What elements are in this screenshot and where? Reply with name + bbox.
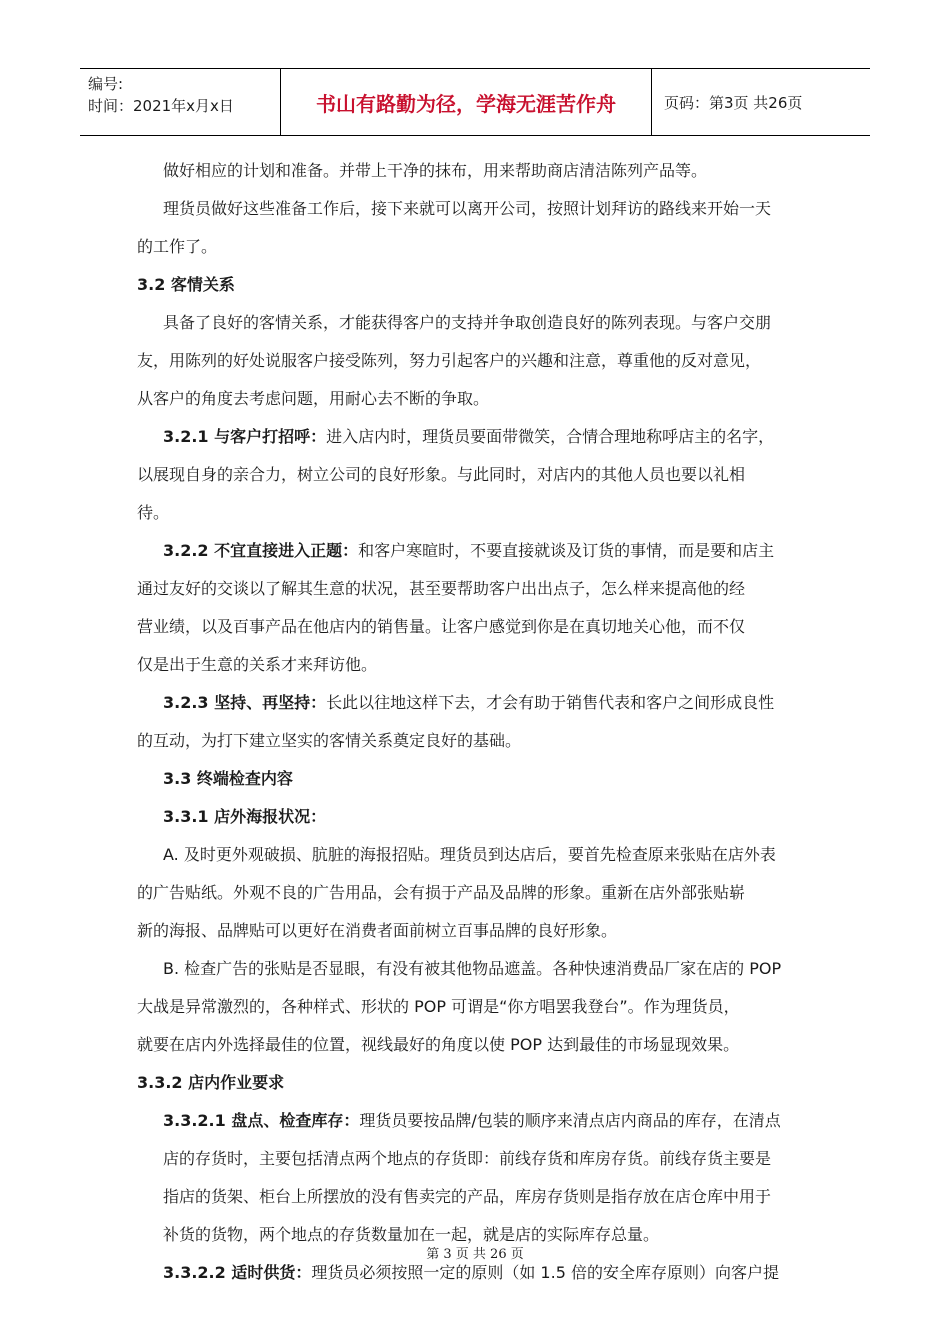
body-line [137,418,812,456]
paragraph-text: 友，用陈列的好处说服客户接受陈列，努力引起客户的兴趣和注意，尊重他的反对意见， [137,351,762,370]
body-line [137,988,812,1026]
body-line [137,608,812,646]
paragraph-text: 以展现自身的亲合力，树立公司的良好形象。与此同时，对店内的其他人员也要以礼相 [137,465,746,484]
paragraph-text: 具备了良好的客情关系，才能获得客户的支持并争取创造良好的陈列表现。与客户交朋 [163,313,772,332]
section-heading: 3.3.2 店内作业要求 [137,1073,285,1092]
paragraph-text: 仅是出于生意的关系才来拜访他。 [137,655,378,674]
paragraph-text: 做好相应的计划和准备。并带上干净的抹布，用来帮助商店清洁陈列产品等。 [163,161,708,180]
body-line [137,380,812,418]
body-line [137,266,812,304]
paragraph-text: 进入店内时，理货员要面带微笑，合情合理地称呼店主的名字， [326,427,775,446]
paragraph-text: 新的海报、品牌贴可以更好在消费者面前树立百事品牌的良好形象。 [137,921,618,940]
body-line [137,304,812,342]
body-line [137,1102,812,1140]
paragraph-text: 指店的货架、柜台上所摆放的没有售卖完的产品，库房存货则是指存放在店仓库中用于 [163,1187,772,1206]
body-line [137,1140,812,1178]
body-line [137,570,812,608]
header-motto: 书山有路勤为径，学海无涯苦作舟 [280,69,652,135]
section-heading: 3.3 终端检查内容 [163,769,293,788]
body-line [137,456,812,494]
body-line [137,152,812,190]
body-line [137,228,812,266]
body-line [137,684,812,722]
paragraph-text: 的广告贴纸。外观不良的广告用品，会有损于产品及品牌的形象。重新在店外部张贴崭 [137,883,746,902]
section-heading: 3.2 客情关系 [137,275,235,294]
section-heading: 3.2.2 不宜直接进入正题： [163,541,359,560]
document-body [137,152,812,1292]
body-line [137,836,812,874]
body-line [137,912,812,950]
paragraph-text: 通过友好的交谈以了解其生意的状况，甚至要帮助客户出出点子，怎么样来提高他的经 [137,579,746,598]
body-line [137,722,812,760]
section-heading: 3.3.2.1 盘点、检查库存： [163,1111,360,1130]
paragraph-text: 的工作了。 [137,237,218,256]
body-line [137,874,812,912]
paragraph-text: 就要在店内外选择最佳的位置，视线最好的角度以使 POP 达到最佳的市场显现效果。 [137,1035,740,1054]
body-line [137,1026,812,1064]
paragraph-text: 长此以往地这样下去，才会有助于销售代表和客户之间形成良性 [326,693,775,712]
paragraph-text: 的互动，为打下建立坚实的客情关系奠定良好的基础。 [137,731,522,750]
body-line [137,798,812,836]
paragraph-text: 理货员要按品牌/包装的顺序来清点店内商品的库存，在清点 [359,1111,781,1130]
section-heading: 3.2.1 与客户打招呼： [163,427,327,446]
header-meta [80,69,280,135]
section-heading: 3.3.1 店外海报状况： [163,807,327,826]
body-line [137,190,812,228]
body-line [137,532,812,570]
paragraph-text: 理货员做好这些准备工作后，接下来就可以离开公司，按照计划拜访的路线来开始一天 [163,199,772,218]
paragraph-text: 营业绩，以及百事产品在他店内的销售量。让客户感觉到你是在真切地关心他，而不仅 [137,617,746,636]
paragraph-text: 补货的货物，两个地点的存货数量加在一起，就是店的实际库存总量。 [163,1225,660,1244]
section-heading: 3.2.3 坚持、再坚持： [163,693,327,712]
body-line [137,342,812,380]
section-heading: 3.3.2.2 适时供货： [163,1263,312,1282]
document-date: 时间：2021年x月x日 [88,97,234,115]
body-line [137,1178,812,1216]
paragraph-text: A. 及时更外观破损、肮脏的海报招贴。理货员到达店后，要首先检查原来张贴在店外表 [163,845,776,864]
paragraph-text: 理货员必须按照一定的原则（如 1.5 倍的安全库存原则）向客户提 [311,1263,779,1282]
header-page-info: 页码：第3页 共26页 [664,93,803,112]
body-line [137,760,812,798]
page-footer: 第 3 页 共 26 页 [426,1247,524,1262]
body-line [137,646,812,684]
paragraph-text: 和客户寒暄时，不要直接就谈及订货的事情，而是要和店主 [358,541,775,560]
body-line [137,1064,812,1102]
paragraph-text: 店的存货时，主要包括清点两个地点的存货即：前线存货和库房存货。前线存货主要是 [163,1149,772,1168]
body-line [137,950,812,988]
paragraph-text: 从客户的角度去考虑问题，用耐心去不断的争取。 [137,389,490,408]
page-header [80,68,870,136]
paragraph-text: 大战是异常激烈的，各种样式、形状的 POP 可谓是“你方唱罢我登台”。作为理货员， [137,997,740,1016]
body-line [137,494,812,532]
paragraph-text: B. 检查广告的张贴是否显眼，有没有被其他物品遮盖。各种快速消费品厂家在店的 POP [163,959,782,978]
document-number-label: 编号: [88,75,124,93]
paragraph-text: 待。 [137,503,170,522]
